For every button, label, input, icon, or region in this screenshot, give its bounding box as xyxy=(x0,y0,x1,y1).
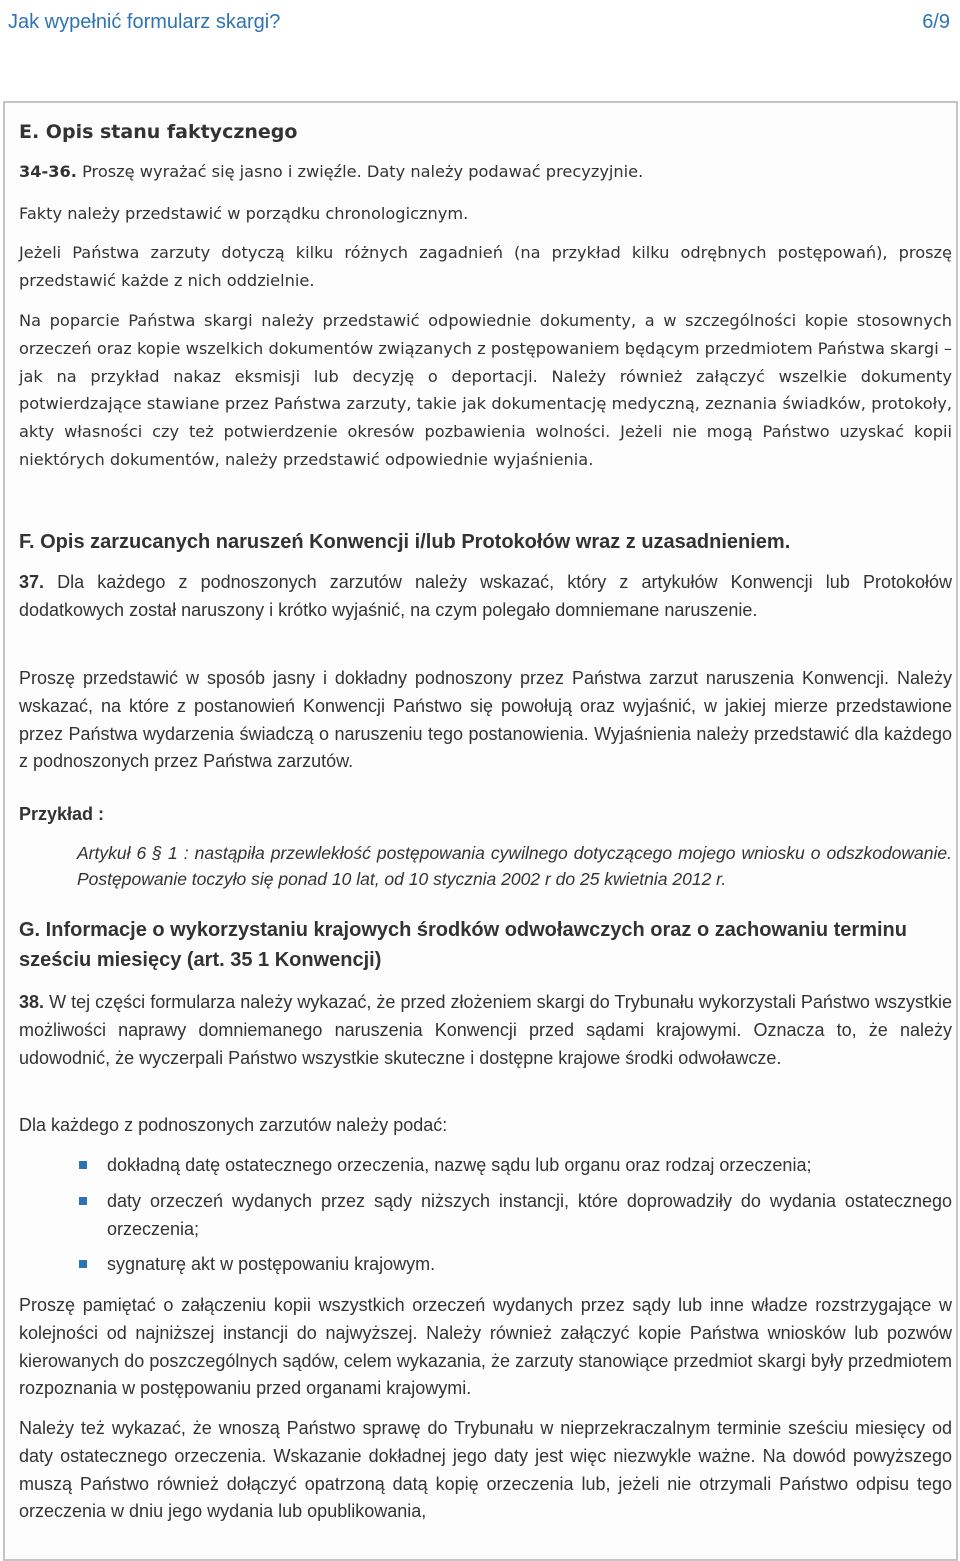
requirements-list xyxy=(19,1152,952,1287)
section-g-number: 38. xyxy=(19,992,45,1012)
section-e-number: 34-36. xyxy=(19,162,77,181)
section-e-para2: Jeżeli Państwa zarzuty dotyczą kilku różnych zagadnień (na przykład kilku odrębnych postępowań), proszę przedstawić każde z nich oddzielnie. xyxy=(19,243,952,290)
content-frame xyxy=(3,101,958,1561)
section-g-para2: Dla każdego z podnoszonych zarzutów należy podać: xyxy=(19,1115,448,1135)
list-item: dokładną datę ostatecznego orzeczenia, nazwę sądu lub organu oraz rodzaj orzeczenia; xyxy=(19,1152,952,1180)
example-text: Artykuł 6 § 1 : nastąpiła przewlekłość postępowania cywilnego dotyczącego mojego wniosku o odszkodowanie. Postępowanie toczyło się ponad 10 lat, od 10 stycznia 2002 r do 25 kwietnia 2012 r. xyxy=(77,843,952,889)
section-g-para3: Proszę pamiętać o załączeniu kopii wszystkich orzeczeń wydanych przez sądy lub inne władze rozstrzygające w kolejności od najniższej instancji do najwyższej. Należy również załączyć kopie Państwa wniosków lub pozwów kierowanych do poszczególnych sądów, celem wykazania, że zarzuty stanowiące przedmiot skargi były przedmiotem rozpoznania w postępowaniu przed organami krajowymi. xyxy=(19,1295,952,1399)
list-item: sygnaturę akt w postępowaniu krajowym. xyxy=(19,1251,952,1279)
example-label: Przykład : xyxy=(19,804,105,824)
section-f-para2: Proszę przedstawić w sposób jasny i dokładny podnoszony przez Państwa zarzut naruszenia Konwencji. Należy wskazać, na które z postanowień Konwencji Państwo się powołują oraz wyjaśnić, w jakiej mierze przedstawione przez Państwa wydarzenia świadczą o naruszeniu tego postanowienia. Wyjaśnienia należy przedstawić dla każdego z podnoszonych przez Państwa zarzutów. xyxy=(19,668,952,772)
section-e-heading: E. Opis stanu faktycznego xyxy=(19,121,298,143)
section-e-para3: Na poparcie Państwa skargi należy przedstawić odpowiednie dokumenty, a w szczególności kopie stosownych orzeczeń oraz kopie wszelkich dokumentów związanych z postępowaniem będącym przedmiotem Państwa skargi – jak na przykład nakaz eksmisji lub decyzję o deportacji. Należy również załączyć wszelkie dokumenty potwierdzające stawiane przez Państwa zarzuty, takie jak dokumentację medyczną, zeznania świadków, protokoły, akty własności czy też potwierdzenie okresów pozbawienia wolności. Jeżeli nie mogą Państwo uzyskać kopii niektórych dokumentów, należy przedstawić odpowiednie wyjaśnienia. xyxy=(19,311,952,469)
section-f-para1: 37. Dla każdego z podnoszonych zarzutów należy wskazać, który z artykułów Konwencji lub Protokołów dodatkowych został naruszony i krótko wyjaśnić, na czym polegało domniemane naruszenie. xyxy=(19,572,952,620)
section-f-heading: F. Opis zarzucanych naruszeń Konwencji i/lub Protokołów wraz z uzasadnieniem. xyxy=(19,531,791,553)
square-bullet-icon xyxy=(79,1197,87,1205)
section-e-line2: Fakty należy przedstawić w porządku chronologicznym. xyxy=(19,204,469,223)
section-f-number: 37. xyxy=(19,572,45,592)
section-e-intro xyxy=(19,158,952,186)
page-number: 6/9 xyxy=(922,10,950,33)
square-bullet-icon xyxy=(79,1161,87,1169)
section-g-para1: 38. W tej części formularza należy wykazać, że przed złożeniem skargi do Trybunału wykorzystali Państwo wszystkie możliwości naprawy domniemanego naruszenia Konwencji przed sądami krajowymi. Oznacza to, że należy udowodnić, że wyczerpali Państwo wszystkie skuteczne i dostępne krajowe środki odwoławcze. xyxy=(19,992,952,1068)
document-title: Jak wypełnić formularz skargi? xyxy=(8,10,281,33)
section-e-line1: Proszę wyrażać się jasno i zwięźle. Daty należy podawać precyzyjnie. xyxy=(76,162,644,181)
page-header xyxy=(0,0,960,44)
square-bullet-icon xyxy=(79,1260,87,1268)
section-g-heading: G. Informacje o wykorzystaniu krajowych środków odwoławczych oraz o zachowaniu terminu sześciu miesięcy (art. 35 1 Konwencji) xyxy=(19,919,907,971)
list-item: daty orzeczeń wydanych przez sądy niższych instancji, które doprowadziły do wydania ostatecznego orzeczenia; xyxy=(19,1188,952,1244)
section-g-para4: Należy też wykazać, że wnoszą Państwo sprawę do Trybunału w nieprzekraczalnym terminie sześciu miesięcy od daty ostatecznego orzeczenia. Wskazanie dokładnej jego daty jest więc niezwykle ważne. Na dowód powyższego muszą Państwo również dołączyć opatrzoną datą kopię orzeczenia lub, jeżeli nie otrzymali Państwo odpisu tego orzeczenia w dniu jego wydania lub opublikowania, xyxy=(19,1418,952,1522)
